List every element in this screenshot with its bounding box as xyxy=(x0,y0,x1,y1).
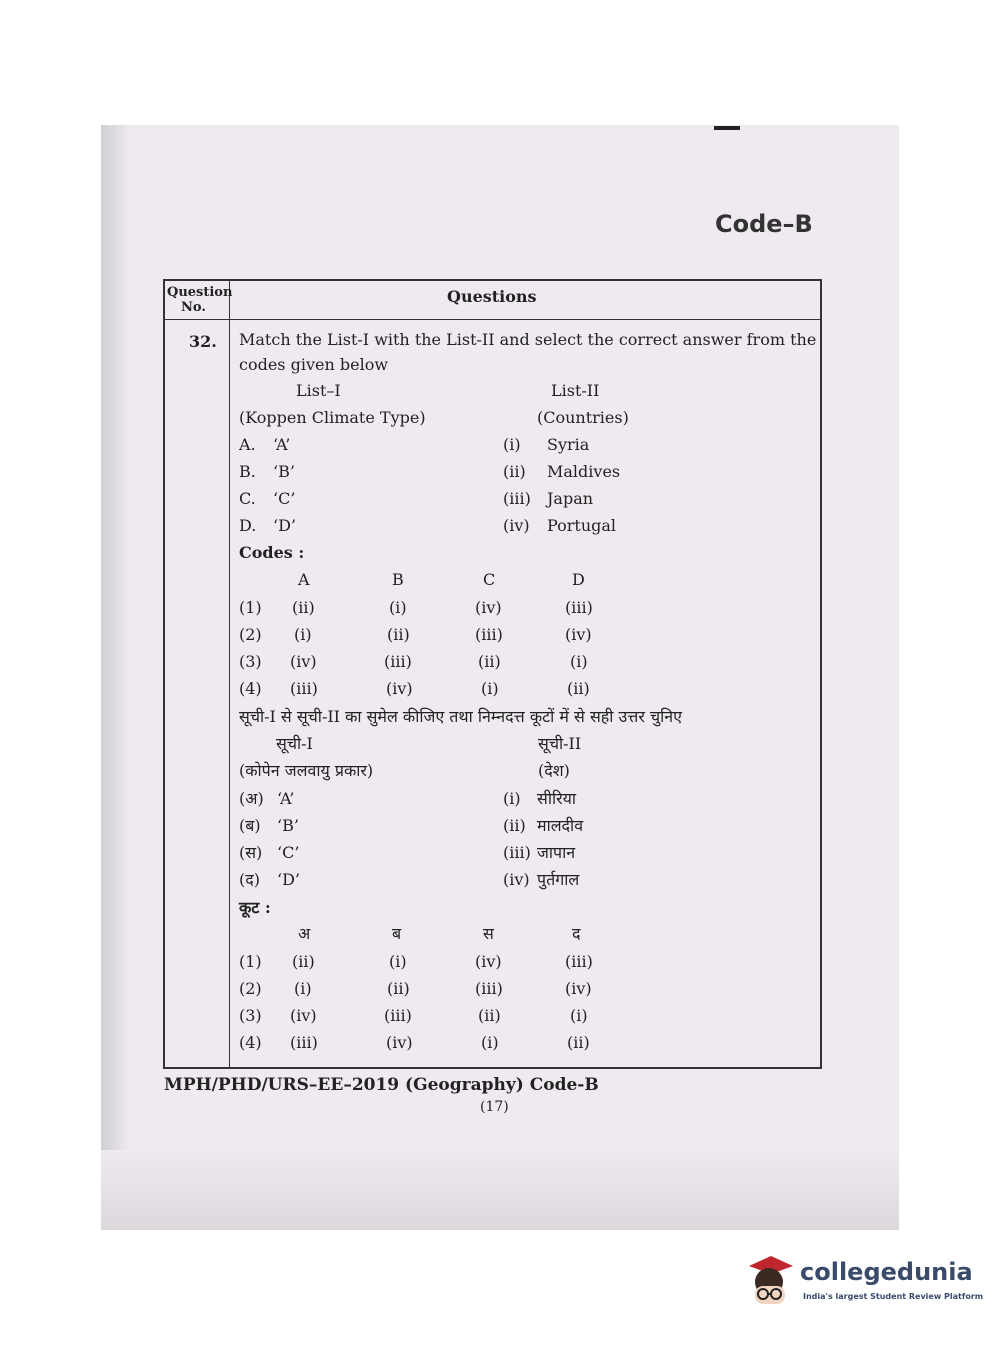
option-value: (ii) xyxy=(478,1006,501,1025)
option-value: (iii) xyxy=(475,625,503,644)
code-header: द xyxy=(572,924,581,943)
list2-value: जापान xyxy=(537,843,576,862)
scan-edge-shadow xyxy=(101,125,131,1230)
list1-value: ‘A’ xyxy=(273,435,291,454)
option-number: (1) xyxy=(239,598,262,617)
list1-value: ‘D’ xyxy=(277,870,300,889)
list2-value: Maldives xyxy=(547,462,621,481)
question-table xyxy=(163,279,822,1069)
option-value: (i) xyxy=(389,598,407,617)
list1-sub-hi: (कोपेन जलवायु प्रकार) xyxy=(239,761,374,780)
option-number: (4) xyxy=(239,679,262,698)
list1-key: (अ) xyxy=(239,789,264,808)
option-value: (iii) xyxy=(290,679,318,698)
list2-key: (iii) xyxy=(503,843,531,862)
codes-label-en: Codes : xyxy=(239,543,305,562)
option-value: (iv) xyxy=(475,598,502,617)
code-header: ब xyxy=(392,924,402,943)
column-divider xyxy=(229,281,230,1067)
logo-tagline: India's largest Student Review Platform xyxy=(803,1292,984,1301)
stem-en-line1: Match the List-I with the List-II and select the correct answer from the xyxy=(239,330,817,349)
stem-en-line2: codes given below xyxy=(239,355,389,374)
option-value: (ii) xyxy=(387,979,410,998)
list1-key: D. xyxy=(239,516,257,535)
question-number: 32. xyxy=(189,332,217,351)
option-number: (4) xyxy=(239,1033,262,1052)
list2-value: पुर्तगाल xyxy=(537,870,580,889)
paper-code: Code–B xyxy=(715,210,813,238)
option-value: (iii) xyxy=(384,1006,412,1025)
collegedunia-logo xyxy=(745,1252,984,1312)
option-value: (i) xyxy=(481,1033,499,1052)
option-value: (i) xyxy=(294,625,312,644)
list1-title-en: List–I xyxy=(296,381,341,400)
list2-value: Syria xyxy=(547,435,590,454)
list2-sub-hi: (देश) xyxy=(538,761,570,780)
option-value: (iv) xyxy=(565,625,592,644)
list2-value: मालदीव xyxy=(537,816,584,835)
header-divider xyxy=(165,319,820,320)
list1-value: ‘C’ xyxy=(273,489,296,508)
code-header: D xyxy=(572,570,585,589)
option-value: (ii) xyxy=(567,1033,590,1052)
option-value: (i) xyxy=(481,679,499,698)
option-value: (i) xyxy=(570,1006,588,1025)
list2-key: (iii) xyxy=(503,489,531,508)
list1-value: ‘B’ xyxy=(277,816,299,835)
code-header: स xyxy=(483,924,494,943)
list2-key: (i) xyxy=(503,435,521,454)
list1-key: C. xyxy=(239,489,256,508)
list2-title-en: List-II xyxy=(551,381,600,400)
list1-key: (ब) xyxy=(239,816,261,835)
option-value: (ii) xyxy=(478,652,501,671)
list1-value: ‘B’ xyxy=(273,462,295,481)
list2-key: (i) xyxy=(503,789,521,808)
scan-bottom-shade xyxy=(101,1150,899,1230)
option-value: (i) xyxy=(389,952,407,971)
list1-key: A. xyxy=(239,435,256,454)
list2-value: Japan xyxy=(547,489,594,508)
list2-key: (iv) xyxy=(503,870,530,889)
list1-value: ‘A’ xyxy=(277,789,295,808)
mascot-icon xyxy=(745,1252,795,1310)
list1-value: ‘C’ xyxy=(277,843,300,862)
option-value: (iv) xyxy=(475,952,502,971)
stem-hi: सूची-I से सूची-II का सुमेल कीजिए तथा निम्नदत्त कूटों में से सही उत्तर चुनिए xyxy=(239,707,682,726)
qno-header-line1: Question xyxy=(167,285,233,300)
option-value: (iii) xyxy=(565,598,593,617)
option-number: (3) xyxy=(239,1006,262,1025)
list2-key: (ii) xyxy=(503,816,526,835)
list2-key: (ii) xyxy=(503,462,526,481)
option-value: (i) xyxy=(294,979,312,998)
paper-footer: MPH/PHD/URS–EE–2019 (Geography) Code-B xyxy=(164,1075,599,1095)
option-value: (iii) xyxy=(475,979,503,998)
option-number: (1) xyxy=(239,952,262,971)
option-value: (ii) xyxy=(567,679,590,698)
option-value: (ii) xyxy=(292,598,315,617)
list1-sub-en: (Koppen Climate Type) xyxy=(239,408,426,427)
option-number: (2) xyxy=(239,979,262,998)
option-value: (ii) xyxy=(387,625,410,644)
option-value: (ii) xyxy=(292,952,315,971)
option-number: (3) xyxy=(239,652,262,671)
list2-value: Portugal xyxy=(547,516,617,535)
option-value: (iv) xyxy=(386,679,413,698)
option-value: (iii) xyxy=(384,652,412,671)
option-value: (iv) xyxy=(290,1006,317,1025)
option-value: (i) xyxy=(570,652,588,671)
option-value: (iv) xyxy=(386,1033,413,1052)
option-number: (2) xyxy=(239,625,262,644)
code-header: A xyxy=(298,570,310,589)
code-header: B xyxy=(392,570,404,589)
questions-header: Questions xyxy=(447,287,537,306)
option-value: (iii) xyxy=(290,1033,318,1052)
list2-value: सीरिया xyxy=(537,789,577,808)
list1-key: (स) xyxy=(239,843,263,862)
option-value: (iv) xyxy=(565,979,592,998)
list2-sub-en: (Countries) xyxy=(537,408,629,427)
list2-key: (iv) xyxy=(503,516,530,535)
logo-name: collegedunia xyxy=(800,1258,973,1286)
list2-title-hi: सूची-II xyxy=(538,734,582,753)
list1-title-hi: सूची-I xyxy=(276,734,313,753)
list1-value: ‘D’ xyxy=(273,516,296,535)
page-number: (17) xyxy=(480,1099,509,1115)
option-value: (iii) xyxy=(565,952,593,971)
corner-mark xyxy=(714,126,740,130)
code-header: C xyxy=(483,570,496,589)
codes-label-hi: कूट : xyxy=(239,898,271,917)
option-value: (iv) xyxy=(290,652,317,671)
code-header: अ xyxy=(298,924,311,943)
list1-key: B. xyxy=(239,462,256,481)
list1-key: (द) xyxy=(239,870,260,889)
qno-header-line2: No. xyxy=(181,300,206,315)
